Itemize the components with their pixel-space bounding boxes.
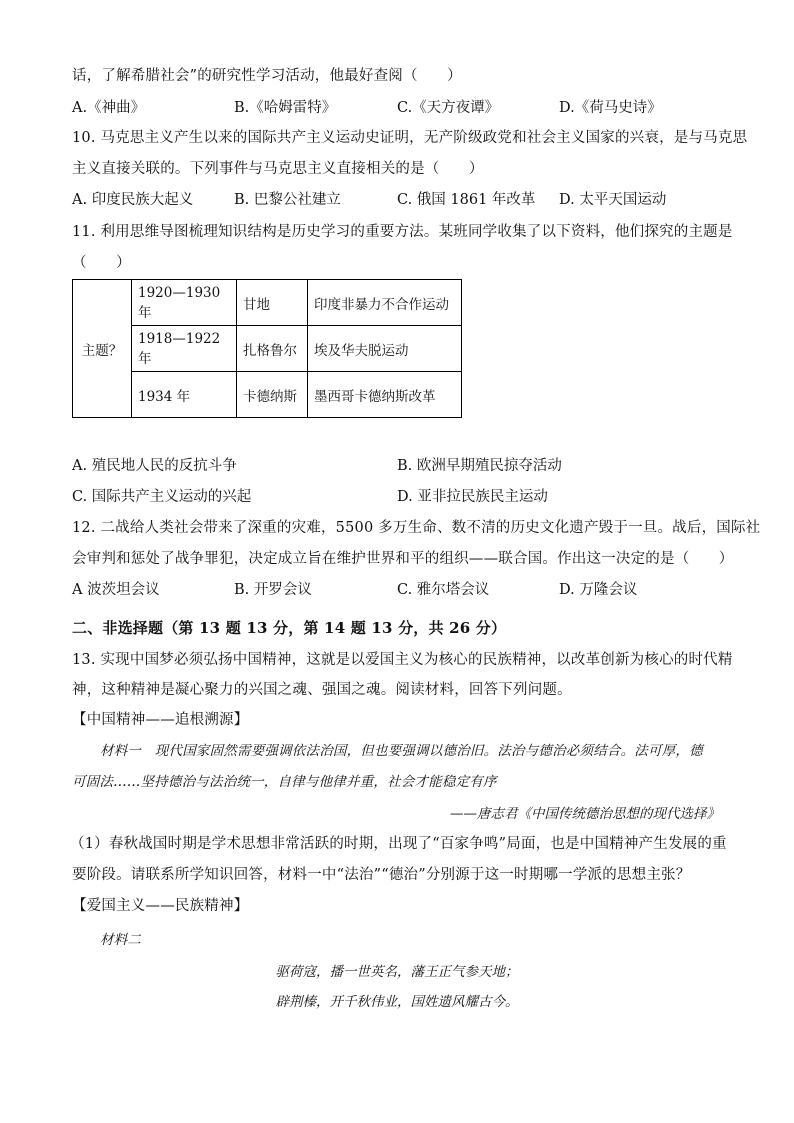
table-cell-person: 甘地 <box>237 280 308 326</box>
q9-option-d[interactable]: D.《荷马史诗》 <box>559 100 662 116</box>
q13-heading-1: 【中国精神——追根溯源】 <box>72 712 249 728</box>
q10-option-a[interactable]: A. 印度民族大起义 <box>72 192 194 208</box>
q11-theme-table <box>72 279 462 418</box>
q12-option-b[interactable]: B. 开罗会议 <box>234 582 312 598</box>
q10-option-b[interactable]: B. 巴黎公社建立 <box>234 192 341 208</box>
q12-stem-line2: 会审判和惩处了战争罪犯，决定成立旨在维护世界和平的组织——联合国。作出这一决定的是（ ） <box>72 551 734 567</box>
q10-option-d[interactable]: D. 太平天国运动 <box>559 192 667 208</box>
q13-sub1-line2: 要阶段。请联系所学知识回答，材料一中“法治”“德治”分别源于这一时期哪一学派的思想主张？ <box>72 867 691 883</box>
q13-stem-line2: 神，这种精神是凝心聚力的兴国之魂、强国之魂。阅读材料，回答下列问题。 <box>72 682 572 698</box>
q9-stem: 话，了解希腊社会”的研究性学习活动，他最好查阅（ ） <box>72 68 462 84</box>
table-cell-date: 1920—1930 年 <box>132 280 237 326</box>
poem-line-1: 驱荷寇，播一世英名，藩王正气参天地； <box>275 964 519 980</box>
q13-stem-line1: 13. 实现中国梦必须弘扬中国精神，这就是以爱国主义为核心的民族精神，以改革创新为核心的时代精 <box>72 652 733 668</box>
material2-label: 材料二 <box>100 932 142 948</box>
material1-source: ——唐志君《中国传统德治思想的现代选择》 <box>450 806 720 822</box>
q11-option-b[interactable]: B. 欧洲早期殖民掠夺活动 <box>397 458 562 474</box>
q11-stem-line2: （ ） <box>72 255 131 271</box>
table-cell-event: 埃及华夫脱运动 <box>308 326 462 372</box>
table-cell-date: 1934 年 <box>132 372 237 418</box>
section-title: 二、非选择题（第 13 题 13 分，第 14 题 13 分，共 26 分） <box>72 619 507 637</box>
q9-option-c[interactable]: C.《天方夜谭》 <box>397 100 500 116</box>
table-cell-event: 印度非暴力不合作运动 <box>308 280 462 326</box>
q13-heading-2: 【爱国主义——民族精神】 <box>72 898 249 914</box>
table-cell-person: 卡德纳斯 <box>237 372 308 418</box>
q12-stem-line1: 12. 二战给人类社会带来了深重的灾难，5500 多万生命、数不清的历史文化遗产毁于一旦。战后，国际社 <box>72 520 761 536</box>
q11-option-a[interactable]: A. 殖民地人民的反抗斗争 <box>72 458 237 474</box>
table-row <box>73 326 462 372</box>
q11-option-c[interactable]: C. 国际共产主义运动的兴起 <box>72 489 252 505</box>
material1-line2: 可固法……坚持德治与法治统一，自律与他律并重，社会才能稳定有序 <box>72 774 497 790</box>
theme-label-cell: 主题？ <box>73 280 132 418</box>
q10-stem-line1: 10. 马克思主义产生以来的国际共产主义运动史证明，无产阶级政党和社会主义国家的兴衰，是与马克思 <box>72 130 748 146</box>
q10-stem-line2: 主义直接关联的。下列事件与马克思主义直接相关的是（ ） <box>72 161 484 177</box>
q11-option-d[interactable]: D. 亚非拉民族民主运动 <box>397 489 548 505</box>
q11-stem-line1: 11. 利用思维导图梳理知识结构是历史学习的重要方法。某班同学收集了以下资料，他们探究的主题是 <box>72 224 733 240</box>
q13-sub1-line1: （1）春秋战国时期是学术思想非常活跃的时期，出现了“百家争鸣”局面，也是中国精神产生发展的重 <box>70 836 727 852</box>
table-cell-date: 1918—1922 年 <box>132 326 237 372</box>
q12-option-d[interactable]: D. 万隆会议 <box>559 582 638 598</box>
q12-option-c[interactable]: C. 雅尔塔会议 <box>397 582 490 598</box>
table-row <box>73 372 462 418</box>
poem-line-2: 辟荆榛，开千秋伟业，国姓遗风耀古今。 <box>275 994 519 1010</box>
table-cell-event: 墨西哥卡德纳斯改革 <box>308 372 462 418</box>
q12-option-a[interactable]: A 波茨坦会议 <box>72 582 160 598</box>
table-row <box>73 280 462 326</box>
table-cell-person: 扎格鲁尔 <box>237 326 308 372</box>
q9-option-b[interactable]: B.《哈姆雷特》 <box>234 100 337 116</box>
q9-option-a[interactable]: A.《神曲》 <box>72 100 146 116</box>
material1-line1: 材料一 现代国家固然需要强调依法治国，但也要强调以德治旧。法治与德治必须结合。法可厚，德 <box>100 743 703 759</box>
q10-option-c[interactable]: C. 俄国 1861 年改革 <box>397 192 536 208</box>
